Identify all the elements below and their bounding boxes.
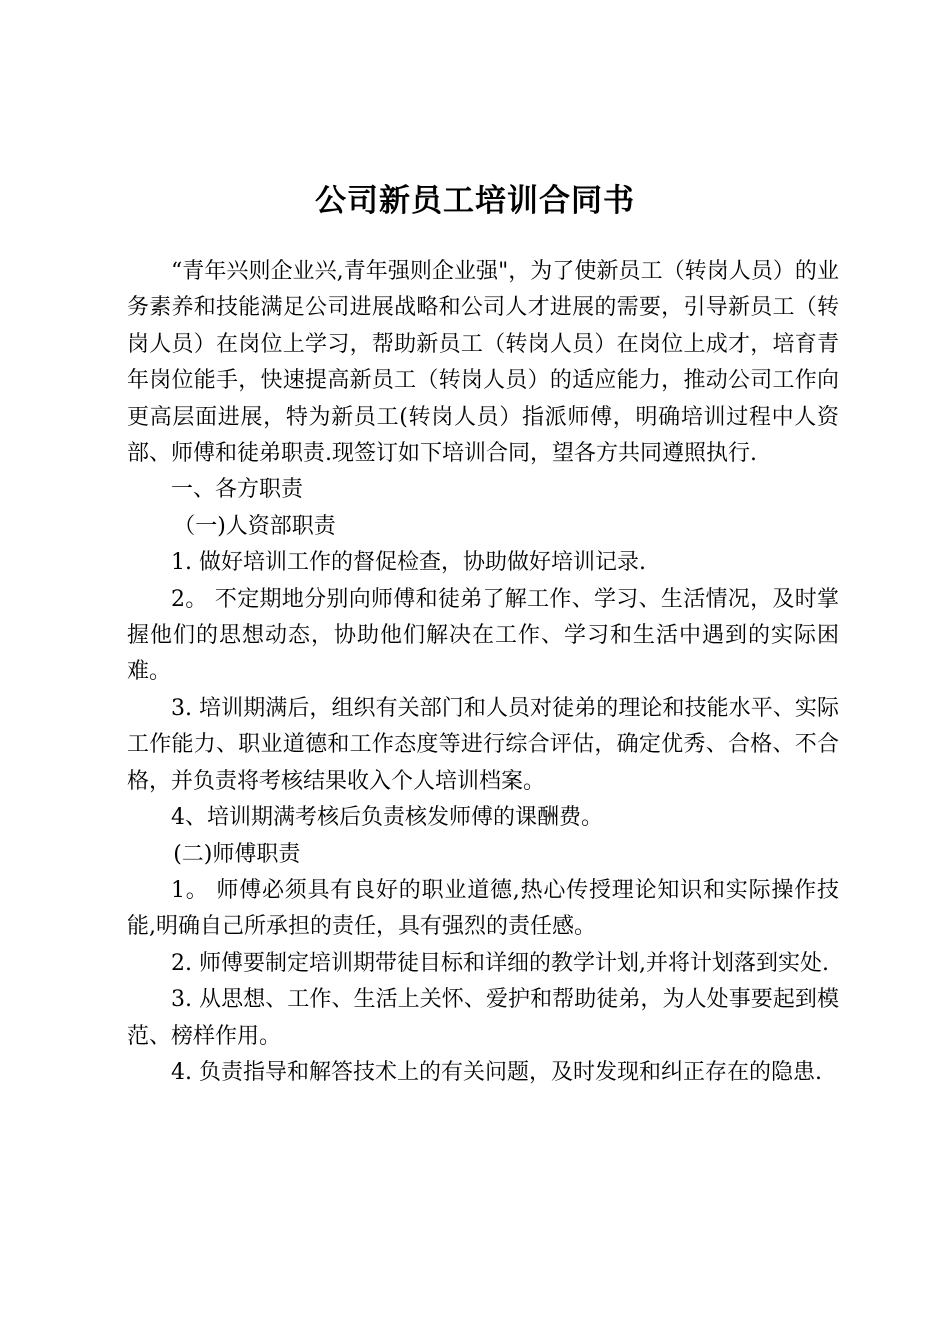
document-body [127,254,839,1091]
mentor-item-4: 4. 负责指导和解答技术上的有关问题，及时发现和纠正存在的隐患. [171,1059,822,1085]
mentor-item-2: 2. 师傅要制定培训期带徒目标和详细的教学计划,并将计划落到实处. [171,950,829,976]
hr-item-3: 3. 培训期满后，组织有关部门和人员对徒弟的理论和技能水平、实际工作能力、职业道德和工作态度等进行综合评估，确定优秀、合格、不合格，并负责将考核结果收入个人培训档案。 [127,695,839,794]
section-heading-responsibilities: 一、各方职责 [171,477,304,503]
hr-item-1: 1. 做好培训工作的督促检查，协助做好培训记录. [171,550,646,576]
mentor-item-1: 1。 师傅必须具有良好的职业道德,热心传授理论知识和实际操作技能,明确自己所承担的责任，具有强烈的责任感。 [127,877,839,940]
subsection-heading-hr: （一)人资部职责 [173,513,336,539]
mentor-item-3: 3. 从思想、工作、生活上关怀、爱护和帮助徒弟，为人处事要起到模范、榜样作用。 [127,987,839,1049]
subsection-heading-mentor: (二)师傅职责 [173,841,301,867]
document-title: 公司新员工培训合同书 [315,183,635,219]
hr-item-2: 2。 不定期地分别向师傅和徒弟了解工作、学习、生活情况，及时掌握他们的思想动态，协助他们解决在工作、学习和生活中遇到的实际困难。 [127,586,839,685]
intro-paragraph: “青年兴则企业兴,青年强则企业强"，为了使新员工（转岗人员）的业务素养和技能满足公司进展战略和公司人才进展的需要，引导新员工（转岗人员）在岗位上学习，帮助新员工（转岗人员）在岗位上成才，培育青年岗位能手，快速提高新员工（转岗人员）的适应能力，推动公司工作向更高层面进展，特为新员工(转岗人员）指派师傅，明确培训过程中人资部、师傅和徒弟职责.现签订如下培训合同，望各方共同遵照执行. [127,259,839,467]
hr-item-4: 4、培训期满考核后负责核发师傅的课酬费。 [171,805,603,831]
